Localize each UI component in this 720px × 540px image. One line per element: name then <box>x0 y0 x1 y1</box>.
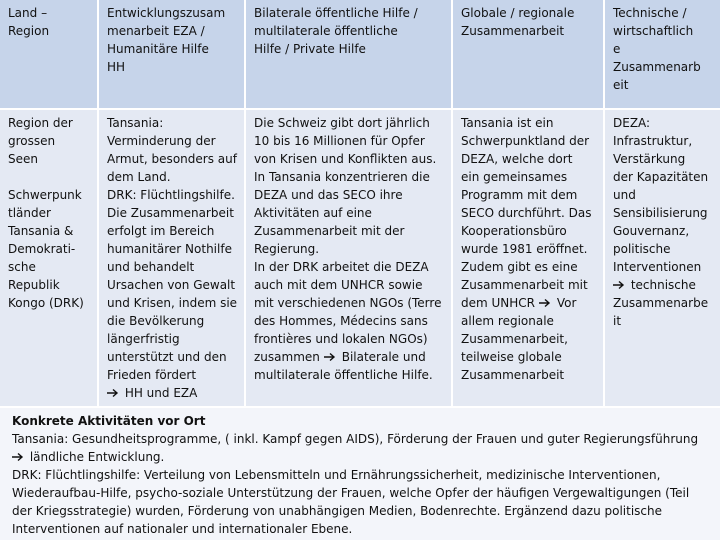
arrow-right-icon <box>12 452 24 462</box>
header-cell-land-region: Land – Region <box>0 0 97 108</box>
arrow-right-icon <box>539 298 551 308</box>
activities-tansania-arrow-text: ländliche Entwicklung. <box>26 450 165 464</box>
activities-section <box>0 408 720 540</box>
header-cell-hilfe-type: Bilaterale öffentliche Hilfe / multilaterale öffentliche Hilfe / Private Hilfe <box>246 0 451 108</box>
activities-heading: Konkrete Aktivitäten vor Ort <box>12 414 206 428</box>
row-cell-hilfe-arrow-text: Bilaterale und multilaterale öffentliche Hilfe. <box>254 350 433 382</box>
arrow-right-icon <box>324 352 336 362</box>
row-cell-eza-hh-arrow-text: HH und EZA <box>121 386 198 400</box>
row-cell-eza-hh-text: Tansania: Verminderung der Armut, besonders auf dem Land. DRK: Flüchtlingshilfe. Die Zusammenarbeit erfolgt im Bereich humanitärer Nothilfe und behandelt Ursachen von Gewalt und Krisen, indem sie die Bevölkerung längerfristig unterstützt und den Frieden fördert <box>107 116 238 382</box>
header-cell-technische: Technische / wirtschaftlich e Zusammenarb eit <box>605 0 720 108</box>
activities-drk: DRK: Flüchtlingshilfe: Verteilung von Lebensmitteln und Ernährungssicherheit, medizinische Interventionen, Wiederaufbau-Hilfe, psycho-soziale Unterstützung der Frauen, welche Opfer der häufigen Vergewaltigungen (Teil der Kriegsstrategie) wurden, Förderung von unabhängigen Medien, Bodenrechte. Ergänzend dazu politische Interventionen auf nationaler und internationaler Ebene. <box>12 468 690 536</box>
arrow-right-icon <box>613 280 625 290</box>
row-cell-technische <box>605 110 720 406</box>
row-cell-hilfe-text: Die Schweiz gibt dort jährlich 10 bis 16 Millionen für Opfer von Krisen und Konflikten aus. In Tansania konzentrieren die DEZA und das SECO ihre Aktivitäten auf eine Zusammenarbeit mit der Regierung. In der DRK arbeitet die DEZA auch mit dem UNHCR sowie mit verschiedenen NGOs (Terre des Hommes, Médecins sans frontières und lokalen NGOs) zusammen <box>254 116 442 364</box>
row-cell-zusammenarbeit-text: Tansania ist ein Schwerpunktland der DEZA, welche dort ein gemeinsames Programm mit dem SECO durchführt. Das Kooperationsbüro wurde 1981 eröffnet. Zudem gibt es eine Zusammenarbeit mit dem UNHCR <box>461 116 592 310</box>
header-cell-zusammenarbeit: Globale / regionale Zusammenarbeit <box>453 0 603 108</box>
row-cell-zusammenarbeit-arrow-text: Vor allem regionale Zusammenarbeit, teilweise globale Zusammenarbeit <box>461 296 577 382</box>
header-cell-eza-hh: Entwicklungszusam menarbeit EZA / Humanitäre Hilfe HH <box>99 0 244 108</box>
row-cell-region: Region der grossen Seen Schwerpunk tländer Tansania & Demokrati- sche Republik Kongo (DRK) <box>0 110 97 406</box>
activities-tansania: Tansania: Gesundheitsprogramme, ( inkl. Kampf gegen AIDS), Förderung der Frauen und guter Regierungsführung <box>12 432 699 446</box>
row-cell-hilfe <box>246 110 451 406</box>
arrow-right-icon <box>107 388 119 398</box>
row-cell-technische-arrow-text: technische Zusammenarbe it <box>613 278 709 328</box>
row-cell-zusammenarbeit <box>453 110 603 406</box>
row-cell-technische-text: DEZA: Infrastruktur, Verstärkung der Kapazitäten und Sensibilisierung Gouvernanz, politische Interventionen <box>613 116 709 274</box>
row-cell-eza-hh <box>99 110 244 406</box>
